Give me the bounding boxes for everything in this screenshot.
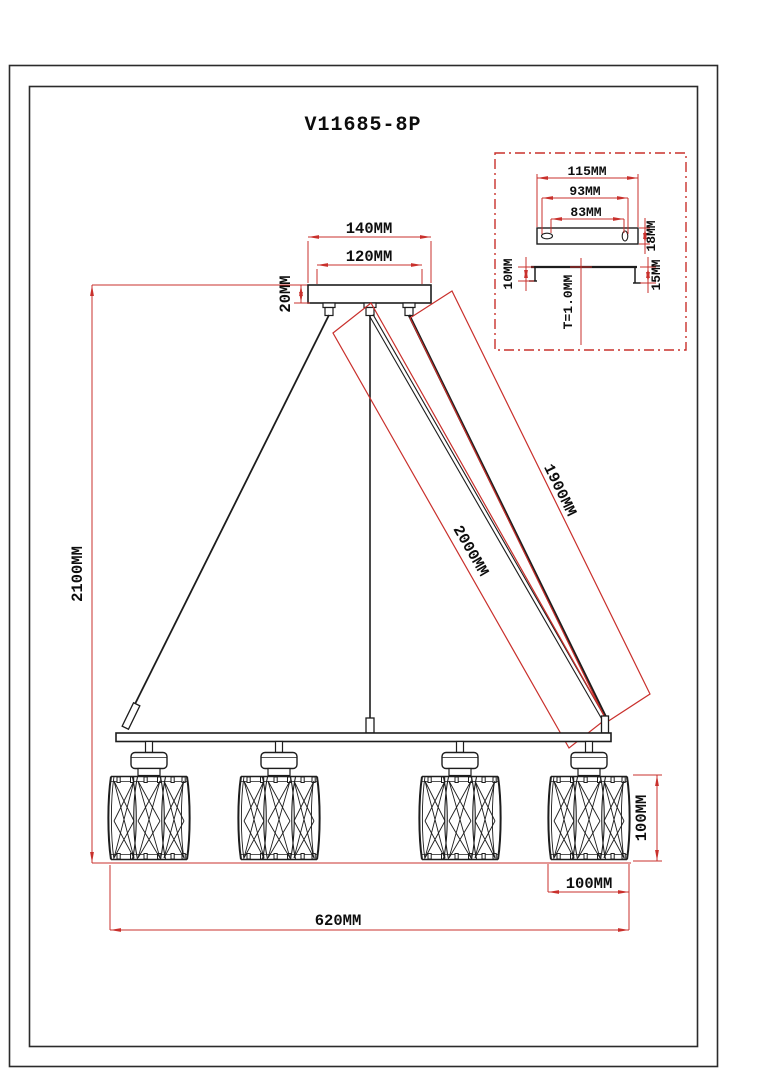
lamp-3: [419, 742, 500, 860]
bracket-profile: [529, 267, 641, 283]
dim-label-2100mm: 2100MM: [69, 546, 87, 602]
suspension-cables: [134, 315, 606, 720]
lamps: [108, 742, 629, 860]
detail-inset: [495, 153, 686, 350]
lamp-1: [108, 742, 189, 860]
lamp-shade: [108, 777, 189, 860]
lamp-shade: [419, 777, 500, 860]
lamp-shade: [238, 777, 319, 860]
bar-connector-center: [366, 718, 374, 733]
dim-label-15mm: 15MM: [649, 259, 664, 291]
dim-box-2000mm: [333, 303, 606, 748]
dim-label-10mm: 10MM: [501, 258, 516, 290]
cable-left: [134, 315, 329, 706]
dim-label-2000mm: 2000MM: [448, 522, 493, 580]
dim-label-120mm: 120MM: [345, 248, 393, 266]
lamp-4: [548, 742, 629, 860]
dim-label-18mm: 18MM: [644, 220, 659, 252]
border-outer: [10, 66, 718, 1067]
dim-label-1900mm: 1900MM: [539, 461, 580, 520]
dim-shade-diameter: [548, 864, 629, 930]
lamp-2: [238, 742, 319, 860]
dim-label-83mm: 83MM: [570, 205, 602, 220]
dim-label-93mm: 93MM: [569, 184, 601, 199]
dim-fixture-width: [110, 865, 629, 930]
frame-bar: [116, 733, 611, 742]
ceiling-canopy: [308, 285, 431, 303]
drawing-title: V11685-8P: [304, 114, 422, 137]
bar-connector-left: [122, 703, 140, 729]
dim-box-1900mm: [410, 291, 650, 722]
dim-label-20mm: 20MM: [277, 275, 295, 313]
dim-canopy-inner-width: [317, 265, 422, 284]
dim-label-shade-height: 100MM: [633, 794, 651, 842]
dim-label-115mm: 115MM: [567, 164, 607, 179]
dim-label-620mm: 620MM: [314, 912, 362, 930]
bar-connector-right: [602, 716, 609, 733]
dim-label-thickness: T=1.0MM: [561, 274, 576, 330]
dim-left-leg: [518, 257, 534, 291]
mounting-plate: [537, 228, 638, 244]
dim-label-shade-diameter: 100MM: [565, 875, 613, 893]
lamp-shade: [548, 777, 629, 860]
dim-label-140mm: 140MM: [345, 220, 393, 238]
